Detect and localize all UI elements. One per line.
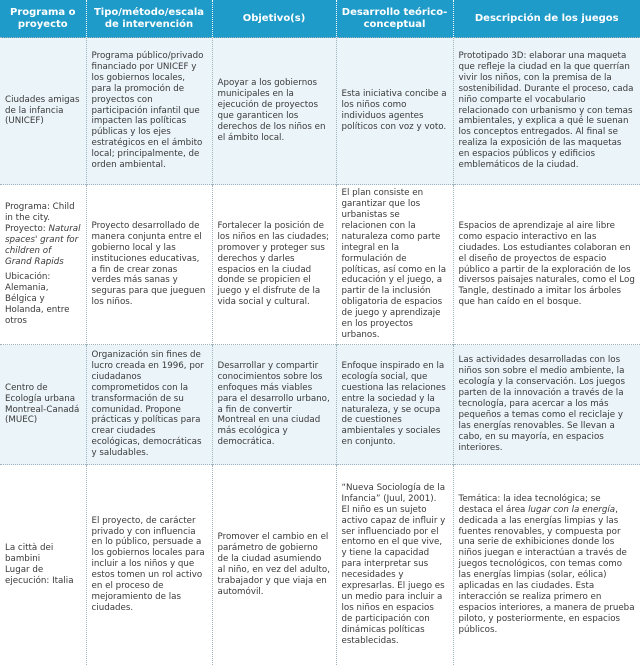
cell-games: Prototipado 3D: elaborar una maqueta que refleje la ciudad en la que querrían vivir los niños, con la premisa de la sostenibilidad. Durante el proceso, cada niño comparte el vocabulario relacionado con urbanismo y con temas ambientales, y explica a qué le suenan los conceptos entregados. Al final se realiza la exposición de las maquetas en espacios públicos y edificios emblemáticos de la ciudad. bbox=[453, 38, 640, 185]
cell-games: Espacios de aprendizaje al aire libre como espacio interactivo en las ciudades. Los estudiantes colaboran en el diseño de proyectos de espacio público a partir de la exploración de los diversos paisajes naturales, como el Log Tangle, destinado a imitar los árboles que han caído en el bosque. bbox=[453, 185, 640, 345]
program-location: Lugar de ejecución: Italia bbox=[5, 564, 74, 586]
table-row bbox=[0, 345, 640, 465]
theory-text: El niño es un sujeto activo capaz de influir y ser influenciado por el entorno en el que vive, y tiene la capacidad para interpretar sus necesidades y expresarlas. El juego es un medio para incluir a los niños en espacios de participación con dinámicas políticas establecidas. bbox=[341, 504, 446, 646]
cell-program bbox=[0, 185, 86, 345]
cell-objective: Desarrollar y compartir conocimientos sobre los enfoques más viables para el desarrollo urbano, a fin de convertir Montreal en una ciudad más ecológica y democrática. bbox=[212, 345, 336, 465]
cell-objective: Promover el cambio en el parámetro de gobierno de la ciudad asumiendo al niño, en vez del adulto, trabajador y que viaja en automóvil. bbox=[212, 465, 336, 665]
games-prefix: Temática: la idea tecnológica; se destaca el área bbox=[458, 493, 601, 515]
header-games: Descripción de los juegos bbox=[453, 0, 640, 38]
games-suffix: , dedicada a las energías limpias y las fuentes renovables, y compuesta por una serie de exhibiciones donde los niños juegan e interactúan a través de juegos tecnológicos, con temas como las energías limpias (solar, eólica) aplicadas en las ciudades. Esta interacción se realiza primero en espacios interiores, a manera de prueba piloto, y posteriormente, en espacios públicos. bbox=[458, 504, 635, 635]
cell-objective: Apoyar a los gobiernos municipales en la ejecución de proyectos que garanticen los derechos de los niños en el ámbito local. bbox=[212, 38, 336, 185]
cell-theory: Esta iniciativa concibe a los niños como individuos agentes políticos con voz y voto. bbox=[336, 38, 453, 185]
program-location: Ubicación: Alemania, Bélgica y Holanda, entre otros bbox=[5, 272, 70, 327]
project-title: Natural spaces' grant for children of Grand Rapids bbox=[5, 223, 81, 267]
project-name bbox=[5, 224, 81, 268]
cell-theory bbox=[336, 465, 453, 665]
cell-program: Centro de Ecología urbana Montreal-Canadá (MUEC) bbox=[0, 345, 86, 465]
games-area-name: lugar con la energía bbox=[528, 504, 616, 515]
header-type: Tipo/método/escala de intervención bbox=[86, 0, 212, 38]
cell-program bbox=[0, 465, 86, 665]
cell-objective: Fortalecer la posición de los niños en las ciudades; promover y proteger sus derechos y darles espacios en la ciudad donde se propicien el juego y el disfrute de la vida social y cultural. bbox=[212, 185, 336, 345]
header-objective: Objetivo(s) bbox=[212, 0, 336, 38]
theory-reference: “Nueva Sociología de la Infancia” (Juul, 2001). bbox=[341, 482, 446, 504]
cell-games bbox=[453, 465, 640, 665]
cell-games: Las actividades desarrolladas con los niños son sobre el medio ambiente, la ecología y la conservación. Los juegos parten de la innovación a través de la tecnología, para acercar a los más pequeños a temas como el reciclaje y las energías renovables. Se llevan a cabo, en su mayoría, en espacios interiores. bbox=[453, 345, 640, 465]
program-name: La città dei bambini bbox=[5, 542, 54, 564]
cell-type: Programa público/privado financiado por UNICEF y los gobiernos locales, para la promoción de proyectos con participación infantil que impacten las políticas públicas y los ejes estratégicos en el ámbito local; principalmente, de orden ambiental. bbox=[86, 38, 212, 185]
header-row bbox=[0, 0, 640, 38]
header-theory: Desarrollo teórico-conceptual bbox=[336, 0, 453, 38]
project-prefix: Proyecto: bbox=[5, 223, 49, 234]
table-row bbox=[0, 465, 640, 665]
cell-type: Proyecto desarrollado de manera conjunta entre el gobierno local y las instituciones educativas, a fin de crear zonas verdes más sanas y seguras para que jueguen los niños. bbox=[86, 185, 212, 345]
cell-program: Ciudades amigas de la infancia (UNICEF) bbox=[0, 38, 86, 185]
table-row bbox=[0, 38, 640, 185]
table-row bbox=[0, 185, 640, 345]
cell-type: Organización sin fines de lucro creada en 1996, por ciudadanos comprometidos con la transformación de su comunidad. Propone prácticas y políticas para crear ciudades ecológicas, democráticas y saludables. bbox=[86, 345, 212, 465]
cell-theory: El plan consiste en garantizar que los urbanistas se relacionen con la naturaleza como parte integral en la formulación de políticas, así como en la educación y el juego, a partir de la inclusión obligatoria de espacios de juego y aprendizaje en los proyectos urbanos. bbox=[336, 185, 453, 345]
cell-type: El proyecto, de carácter privado y con influencia en lo público, persuade a los gobiernos locales para incluir a los niños y que estos tomen un rol activo en el proceso de mejoramiento de las ciudades. bbox=[86, 465, 212, 665]
header-program: Programa o proyecto bbox=[0, 0, 86, 38]
cell-theory: Enfoque inspirado en la ecología social, que cuestiona las relaciones entre la sociedad y la naturaleza, y se ocupa de cuestiones ambientales y sociales en conjunto. bbox=[336, 345, 453, 465]
program-name: Programa: Child in the city. bbox=[5, 202, 75, 223]
